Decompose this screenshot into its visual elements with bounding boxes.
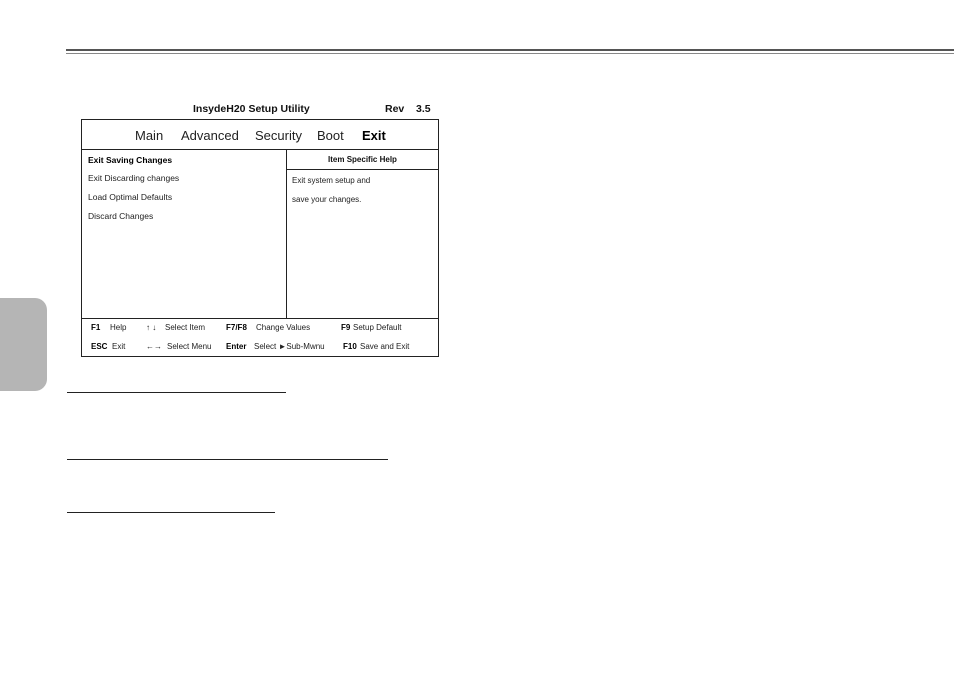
bios-title: InsydeH20 Setup Utility bbox=[193, 103, 310, 115]
key-f10-desc: Save and Exit bbox=[360, 342, 410, 351]
bios-rev-value: 3.5 bbox=[416, 103, 431, 115]
key-f7f8-desc: Change Values bbox=[256, 323, 311, 332]
help-text-line: Exit system setup and bbox=[292, 176, 371, 185]
option-exit-saving-changes[interactable]: Exit Saving Changes bbox=[88, 155, 173, 165]
option-discard-changes[interactable]: Discard Changes bbox=[88, 211, 154, 221]
bios-screen bbox=[81, 119, 439, 357]
key-select-item-desc: Select Item bbox=[165, 323, 206, 332]
key-esc-desc: Exit bbox=[112, 342, 126, 351]
key-f1: F1 bbox=[91, 323, 101, 332]
help-text-line: save your changes. bbox=[292, 195, 362, 204]
bios-rev-label: Rev bbox=[385, 103, 405, 115]
tab-advanced[interactable]: Advanced bbox=[181, 128, 239, 143]
key-enter-desc: Select ►Sub-Mwnu bbox=[254, 342, 325, 351]
key-esc: ESC bbox=[91, 342, 108, 351]
tab-exit[interactable]: Exit bbox=[362, 128, 386, 143]
bios-menu-bar bbox=[82, 120, 438, 150]
key-f1-desc: Help bbox=[110, 323, 127, 332]
key-select-menu-desc: Select Menu bbox=[167, 342, 212, 351]
arrow-updown-icon: ↑ ↓ bbox=[146, 323, 157, 332]
option-exit-discarding-changes[interactable]: Exit Discarding changes bbox=[88, 173, 180, 183]
section-heading-underline bbox=[67, 459, 388, 460]
key-f9-desc: Setup Default bbox=[353, 323, 402, 332]
key-f7f8: F7/F8 bbox=[226, 323, 247, 332]
section-heading-underline bbox=[67, 512, 275, 513]
key-f9: F9 bbox=[341, 323, 351, 332]
key-f10: F10 bbox=[343, 342, 357, 351]
option-load-optimal-defaults[interactable]: Load Optimal Defaults bbox=[88, 192, 173, 202]
help-header: Item Specific Help bbox=[287, 150, 438, 170]
arrow-leftright-icon: ←→ bbox=[146, 342, 162, 351]
tab-main[interactable]: Main bbox=[135, 128, 164, 143]
key-enter: Enter bbox=[226, 342, 247, 351]
tab-security[interactable]: Security bbox=[255, 128, 302, 143]
section-heading-underline bbox=[67, 392, 286, 393]
bios-key-legend bbox=[82, 318, 438, 358]
tab-boot[interactable]: Boot bbox=[317, 128, 344, 143]
exit-options-pane bbox=[82, 150, 287, 318]
side-chapter-tab bbox=[0, 298, 47, 391]
header-rule bbox=[66, 49, 954, 54]
